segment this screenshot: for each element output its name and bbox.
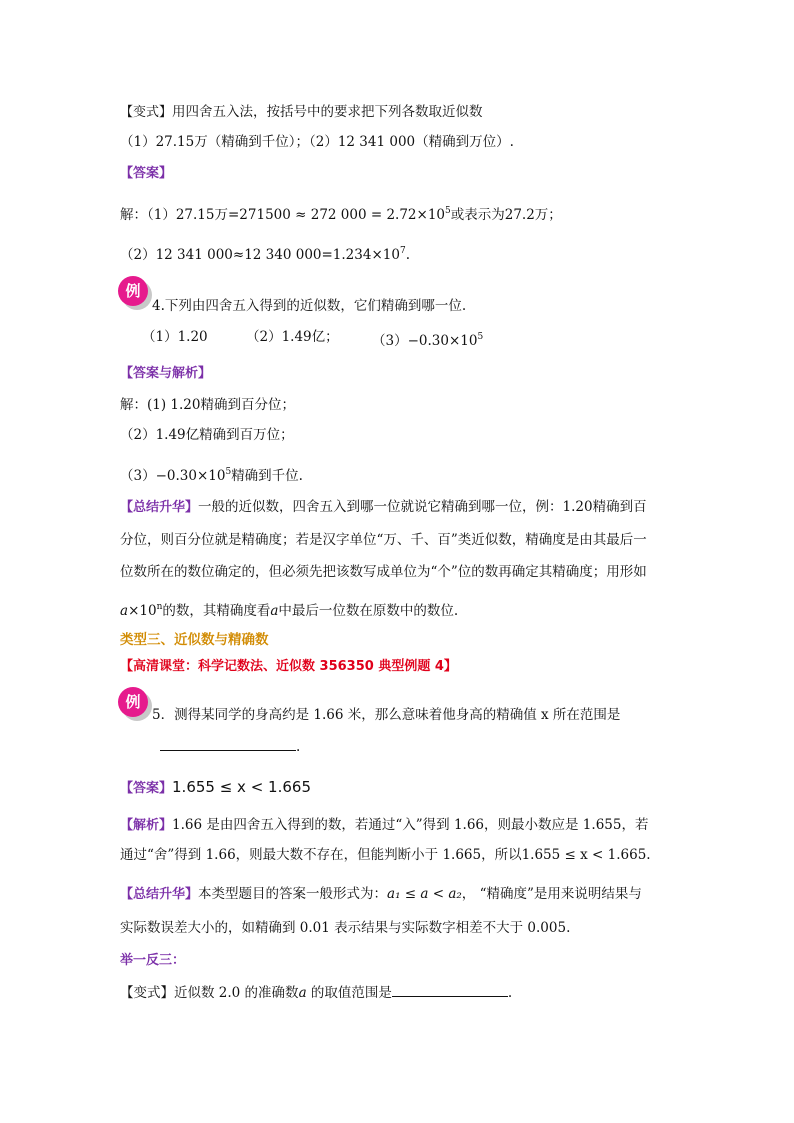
example4-opt1: （1）1.20 xyxy=(142,329,208,345)
type3-heading xyxy=(120,630,269,650)
analysis4-l1: 解：(1) 1.20精确到百分位； xyxy=(120,397,295,413)
summary2-math: a₁ ≤ a < a₂ xyxy=(387,886,462,902)
example4-opt2: （2）1.49亿； xyxy=(246,329,339,345)
analysis5-l2: 通过“舍”得到 1.66，则最大数不存在，但能判断小于 1.665，所以1.655 ≤ x < 1.665. xyxy=(120,847,651,863)
practice-end: . xyxy=(507,985,513,1001)
summary2-l1 xyxy=(120,884,642,905)
example4-opt3-a: （3）−0.30×10 xyxy=(372,333,478,349)
summary1-var-a: a xyxy=(120,603,129,619)
summary-label: 【总结升华】 xyxy=(120,500,199,515)
variant-text: 用四舍五入法，按括号中的要求把下列各数取近似数 xyxy=(172,104,483,120)
answer5-line xyxy=(120,777,311,799)
practice-heading: 举一反三： xyxy=(120,953,186,968)
summary2-text-a: 本类型题目的答案一般形式为： xyxy=(198,886,388,902)
summary1-l4-e: 中最后一位数在原数中的数位. xyxy=(278,603,459,619)
analysis4-l3-b: 精确到千位. xyxy=(231,468,303,484)
summary1-l2: 分位，则百分位就是精确度；若是汉字单位“万、千、百”类近似数，精确度是由其最后一 xyxy=(120,532,647,548)
summary-label-2: 【总结升华】 xyxy=(120,887,199,902)
example5-end: . xyxy=(296,739,301,755)
answer1-line2 xyxy=(120,241,410,265)
summary1-l4-c: 的数，其精确度看 xyxy=(162,603,271,619)
variant1-line xyxy=(120,102,483,123)
answer1-line2-a: （2）12 341 000≈12 340 000=1.234×10 xyxy=(120,247,400,263)
class-reference: 【高清课堂：科学记数法、近似数 356350 典型例题 4】 xyxy=(120,659,457,674)
variant1-questions: （1）27.15万（精确到千位）；（2）12 341 000（精确到万位）. xyxy=(120,134,514,150)
answer5-math: 1.655 ≤ x < 1.665 xyxy=(172,778,311,796)
summary2-text-b: ， “精确度”是用来说明结果与 xyxy=(461,886,642,902)
example-badge-4: 例 xyxy=(118,276,148,306)
practice-heading-line xyxy=(120,950,185,971)
example4-question: 4.下列由四舍五入得到的近似数，它们精确到哪一位. xyxy=(152,298,467,314)
summary1-var-a2: a xyxy=(270,603,279,619)
example4-opt3-exp: 5 xyxy=(477,332,484,342)
variant-tag: 【变式】 xyxy=(120,105,173,120)
example5-blank-line xyxy=(160,736,300,757)
summary2-l2: 实际数误差大小的，如精确到 0.01 表示结果与实际数字相差不大于 0.005. xyxy=(120,920,571,936)
analysis4-l3 xyxy=(120,462,303,486)
answer1-line1 xyxy=(120,201,562,225)
analysis5-text-1: 1.66 是由四舍五入得到的数，若通过“入”得到 1.66，则最小数应是 1.655，若 xyxy=(172,817,649,833)
summary1-l3: 位数所在的数位确定的，但必须先把该数写成单位为“个”位的数再确定其精确度；用形如 xyxy=(120,564,647,580)
type3-class-tag xyxy=(120,656,457,677)
answer1-line2-exp: 7 xyxy=(399,246,406,256)
analysis4-l3-exp: 5 xyxy=(225,467,232,477)
summary1-times: ×10 xyxy=(128,603,157,619)
answer1-line1-a: 解：（1）27.15万=271500 ≈ 272 000 = 2.72×10 xyxy=(120,207,445,223)
practice-var: a xyxy=(298,985,307,1001)
summary1-exp: n xyxy=(156,602,163,612)
example4-opt3 xyxy=(372,327,483,351)
practice-text-a: 近似数 2.0 的准确数 xyxy=(174,985,299,1001)
summary1-l1 xyxy=(120,497,647,518)
analysis4-l2: （2）1.49亿精确到百万位； xyxy=(120,427,294,443)
practice-tag: 【变式】 xyxy=(120,985,174,1001)
answer-label: 【答案】 xyxy=(120,166,173,181)
analysis5-l1 xyxy=(120,815,648,836)
practice-text-b: 的取值范围是 xyxy=(306,985,392,1001)
analysis-label: 【答案与解析】 xyxy=(120,366,212,381)
answer-blank[interactable] xyxy=(160,736,296,751)
analysis4-tag-line xyxy=(120,363,211,384)
example-badge-5: 例 xyxy=(118,687,148,717)
answer1-line2-b: . xyxy=(405,247,410,263)
practice-answer-blank[interactable] xyxy=(392,982,508,997)
example5-question: 5．测得某同学的身高约是 1.66 米，那么意味着他身高的精确值 x 所在范围是 xyxy=(152,707,621,723)
section-heading: 类型三、近似数与精确数 xyxy=(120,632,269,648)
analysis4-l3-a: （3）−0.30×10 xyxy=(120,468,226,484)
answer-label-5: 【答案】 xyxy=(120,781,173,796)
practice-line xyxy=(120,982,512,1003)
answer1-line1-b: 或表示为27.2万； xyxy=(450,207,562,223)
summary1-text-1: 一般的近似数，四舍五入到哪一位就说它精确到哪一位，例：1.20精确到百 xyxy=(198,499,647,515)
analysis-label-5: 【解析】 xyxy=(120,818,173,833)
answer-tag-1 xyxy=(120,163,172,184)
answer1-line1-exp: 5 xyxy=(445,206,451,216)
summary1-l4 xyxy=(120,597,458,621)
